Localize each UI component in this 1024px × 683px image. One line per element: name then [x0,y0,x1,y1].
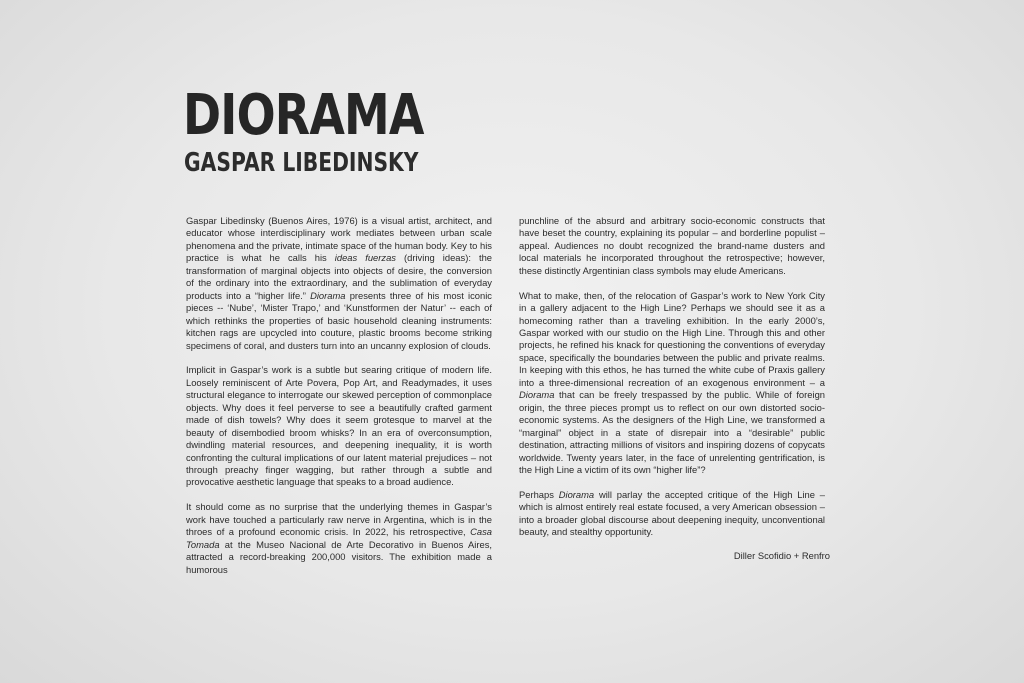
paragraph-new-york: What to make, then, of the relocation of Gaspar’s work to New York City in a gallery adjacent to the High Line? Perhaps we should see it as a homecoming rather than a traveling exhibition. In the early 2000’s, Gaspar worked with our studio on the High Line. Through this and other projects, he refined his knack for questioning the conventions of everyday space, specifically the boundaries between the public and private realms. In keeping with this ethos, he has turned the white cube of Praxis gallery into a three-dimensional recreation of an exogenous environment – a Diorama that can be freely trespassed by the public. While of foreign origin, the three pieces prompt us to reflect on our own distorted socio-economic systems. As the designers of the High Line, we transformed a “marginal” object in a state of disrepair into a “desirable” public destination, attracting millions of visitors and inspiring dozens of copycats worldwide. Twenty years later, in the face of unrelenting gentrification, is the High Line a victim of its own “higher life”? [519,289,825,475]
paragraph-critique: Implicit in Gaspar’s work is a subtle but searing critique of modern life. Loosely reminiscent of Arte Povera, Pop Art, and Readymades, it uses structural elegance to interrogate our skewed perception of commonplace objects. Why does it feel perverse to see a beautifully crafted garment made of dish towels? Why does it seem grotesque to marvel at the beauty of disembodied broom whisks? In an era of overconsumption, dwindling material resources, and deepening inequality, it is worth confronting the cultural implications of our latent material prejudices – not through preachy finger wagging, but rather through a subtle and provocative aesthetic language that speaks to a broad audience. [186,364,492,488]
paragraph-conclusion: Perhaps Diorama will parlay the accepted critique of the High Line – which is almost entirely real estate focused, a very American obsession – into a broader global discourse about deepening inequity, unconventional beauty, and stealthy opportunity. [519,488,825,538]
artist-name: GASPAR LIBEDINSKY [184,148,419,178]
right-text-column [519,215,825,551]
exhibition-title: DIORAMA [183,83,424,148]
paragraph-argentina: It should come as no surprise that the underlying themes in Gaspar’s work have touched a particularly raw nerve in Argentina, which is in the throes of a profound economic crisis. In 2022, his retrospective, Casa Tomada at the Museo Nacional de Arte Decorativo in Buenos Aires, attracted a record-breaking 200,000 visitors. The exhibition made a humorous [186,501,492,575]
paragraph-intro: Gaspar Libedinsky (Buenos Aires, 1976) is a visual artist, architect, and educator whose interdisciplinary work mediates between urban scale phenomena and the private, intimate space of the human body. Key to his practice is what he calls his ideas fuerzas (driving ideas): the transformation of marginal objects into objects of desire, the conversion of the ordinary into the extraordinary, and the sublimation of everyday products into a “higher life.” Diorama presents three of his most iconic pieces -- ‘Nube’, ‘Mister Trapo,’ and ‘Kunstformen der Natur’ -- each of which rethinks the properties of basic household cleaning instruments: kitchen rags are upcycled into couture, plastic brooms become striking specimens of coral, and dusters turn into an uncanny explosion of clouds. [186,215,492,351]
left-text-column [186,215,492,588]
author-credit: Diller Scofidio + Renfro [733,550,830,561]
paragraph-punchline: punchline of the absurd and arbitrary socio-economic constructs that have beset the country, explaining its popular – and borderline populist – appeal. Audiences no doubt recognized the brand-name dusters and local materials he incorporated throughout the retrospective; however, these distinctly Argentinian class symbols may elude Americans. [519,215,825,276]
